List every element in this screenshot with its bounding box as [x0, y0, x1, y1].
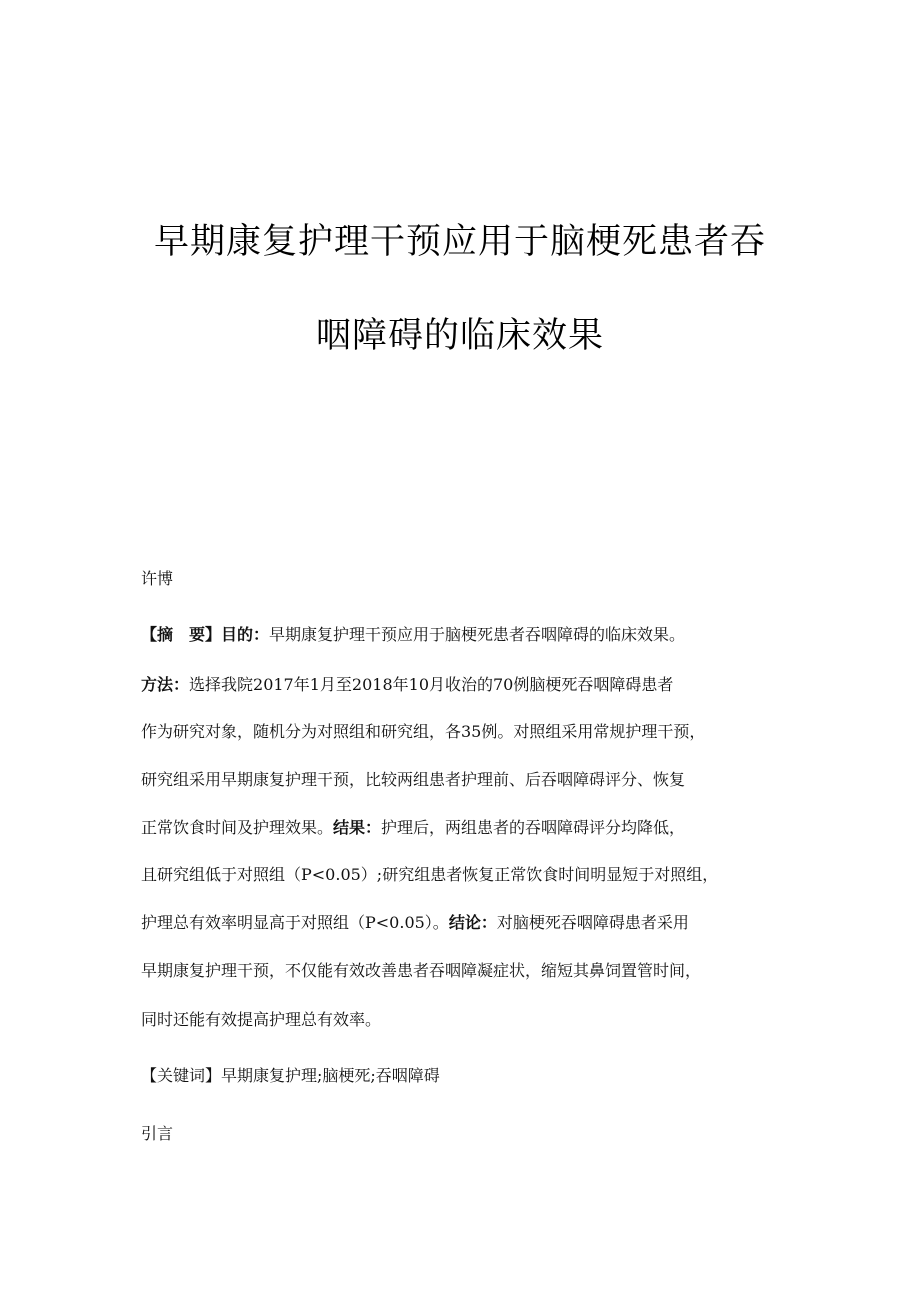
abstract-line-3: 作为研究对象，随机分为对照组和研究组，各35例。对照组采用常规护理干预， — [141, 722, 706, 741]
method-label: 方法： — [141, 675, 190, 694]
author-name: 许博 — [141, 569, 174, 588]
method-text: 选择我院2017年1月至2018年10月收治的70例脑梗死吞咽障碍患者 — [189, 675, 674, 694]
keywords-label: 【关键词】 — [141, 1066, 222, 1085]
result-label: 结果： — [333, 818, 382, 837]
abstract-line-7 — [141, 911, 689, 935]
abstract-label: 【摘 要】 — [141, 625, 222, 644]
abstract-line-7-post: 对脑梗死吞咽障碍患者采用 — [496, 913, 689, 932]
keywords-text: 早期康复护理;脑梗死;吞咽障碍 — [221, 1066, 440, 1085]
keywords-line — [141, 1064, 440, 1088]
abstract-line-9: 同时还能有效提高护理总有效率。 — [141, 1010, 382, 1029]
intro-heading: 引言 — [141, 1124, 174, 1143]
abstract-line-7-pre: 护理总有效率明显高于对照组（P<0.05）。 — [141, 913, 449, 932]
abstract-line-1 — [141, 623, 685, 647]
abstract-line-5-post: 护理后，两组患者的吞咽障碍评分均降低， — [381, 818, 686, 837]
objective-label: 目的： — [221, 625, 270, 644]
abstract-line-5-pre: 正常饮食时间及护理效果。 — [141, 818, 334, 837]
abstract-line-4: 研究组采用早期康复护理干预，比较两组患者护理前、后吞咽障碍评分、恢复 — [141, 770, 686, 789]
abstract-line-6: 且研究组低于对照组（P<0.05）;研究组患者恢复正常饮食时间明显短于对照组， — [141, 865, 719, 884]
objective-text: 早期康复护理干预应用于脑梗死患者吞咽障碍的临床效果。 — [269, 625, 686, 644]
abstract-line-2 — [141, 673, 673, 697]
abstract-line-8: 早期康复护理干预，不仅能有效改善患者吞咽障凝症状，缩短其鼻饲置管时间， — [141, 961, 702, 980]
paper-title-line-1: 早期康复护理干预应用于脑梗死患者吞 — [153, 222, 766, 262]
abstract-line-5 — [141, 816, 685, 840]
conclusion-label: 结论： — [448, 913, 497, 932]
paper-title-line-2: 咽障碍的临床效果 — [315, 316, 604, 356]
